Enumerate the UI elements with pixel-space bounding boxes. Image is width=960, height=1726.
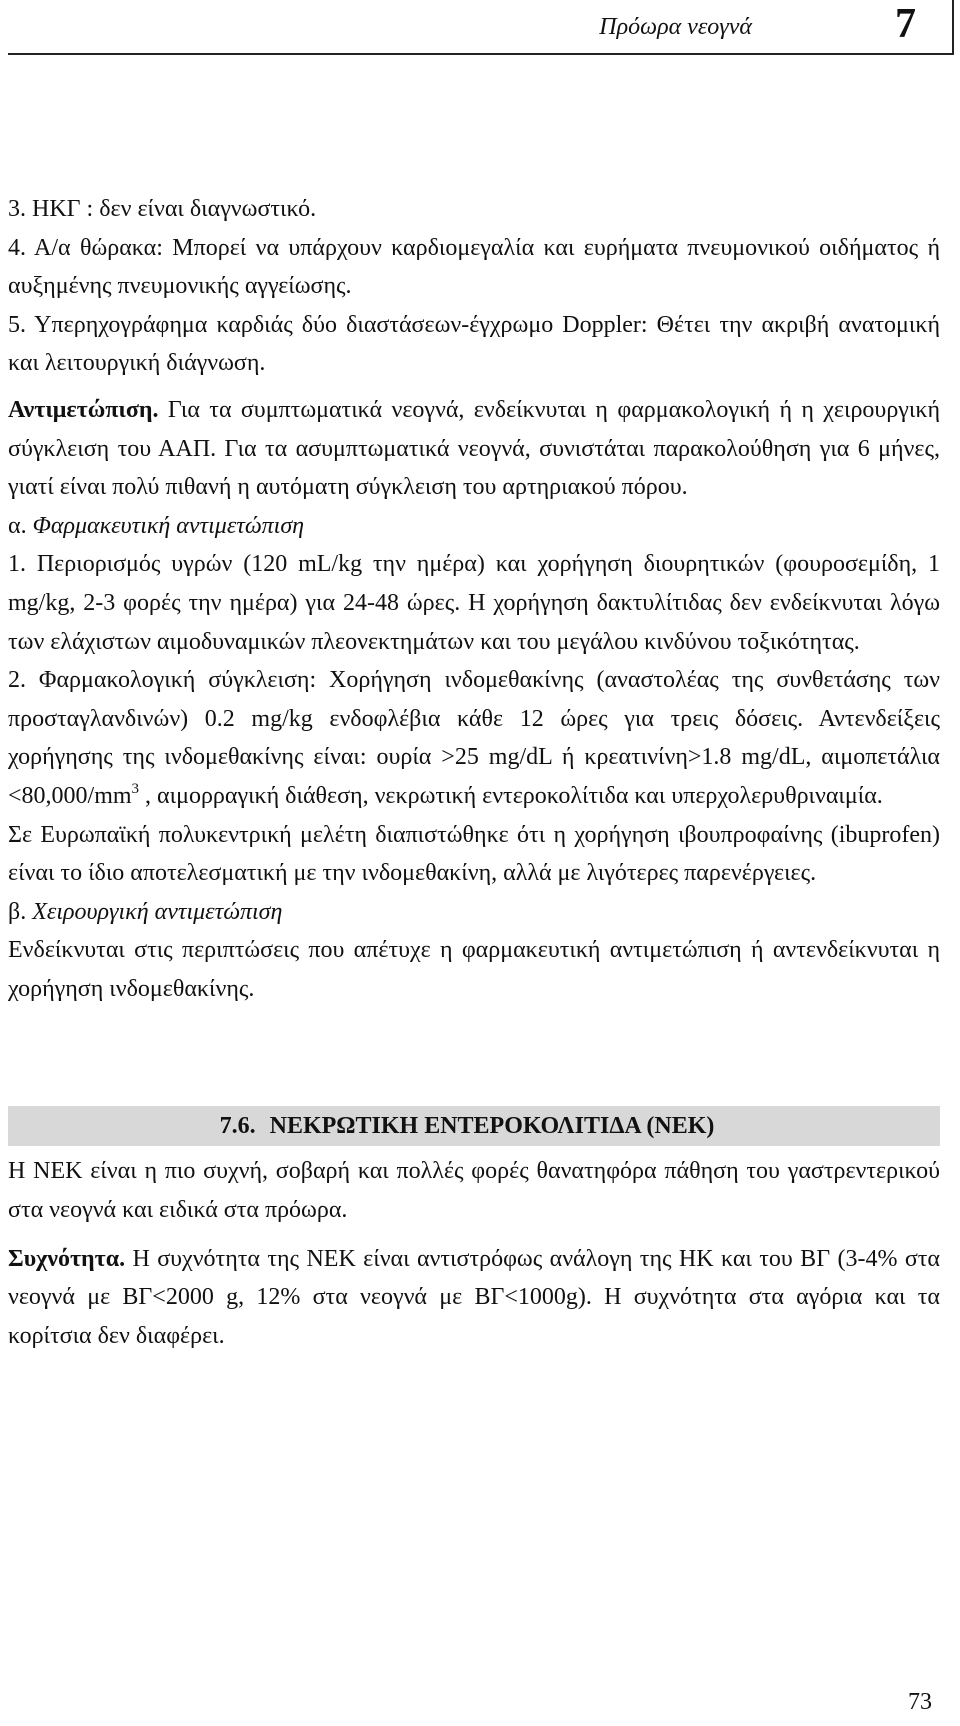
section-number: 7.6.	[219, 1113, 256, 1140]
surgical-label: β. Χειρουργική αντιμετώπιση	[8, 898, 283, 925]
surgical-label-text: Χειρουργική αντιμετώπιση	[32, 898, 283, 925]
paragraph: Η ΝΕΚ είναι η πιο συχνή, σοβαρή και πολλές φορές θανατηφόρα πάθηση του γαστρεντερικού στα νεογνά και ειδικά στα πρόωρα.	[8, 1158, 940, 1224]
frequency-paragraph: Συχνότητα. Η συχνότητα της ΝΕΚ είναι αντιστρόφως ανάλογη της ΗΚ και του ΒΓ (3-4% στα νεογνά με ΒΓ<2000 g, 12% στα νεογνά με ΒΓ<1000g). Η συχνότητα στα αγόρια και τα κορίτσια δεν διαφέρει.	[8, 1245, 940, 1349]
paragraph: 2. Φαρμακολογική σύγκλειση: Χορήγηση ινδομεθακίνης (αναστολέας της συνθετάσης των προσταγλανδινών) 0.2 mg/kg ενδοφλέβια κάθε 12 ώρες για τρεις δόσεις. Αντενδείξεις χορήγησης της ινδομεθακίνης είναι: ουρία >25 mg/dL ή κρεατινίνη>1.8 mg/dL, $\alpha\iota\mu o\pi\varepsilon\tau ά\lambda\iota\alpha <80,000/mm^3$ , αιμορραγική διάθεση, νεκρωτική εντεροκολίτιδα και υπερχολερυθριναιμία.	[8, 667, 940, 809]
chapter-number: 7	[895, 1, 916, 47]
paragraph: 1. Περιορισμός υγρών (120 mL/kg την ημέρα) και χορήγηση διουρητικών (φουροσεμίδη, 1 mg/kg, 2-3 φορές την ημέρα) για 24-48 ώρες. Η χορήγηση δακτυλίτιδας δεν ενδείκνυται λόγω των ελάχιστων αιμοδυναμικών πλεονεκτημάτων και του μεγάλου κινδύνου τοξικότητας.	[8, 551, 940, 655]
section-title: ΝΕΚΡΩΤΙΚΗ ΕΝΤΕΡΟΚΟΛΙΤΙΔΑ (ΝΕΚ)	[269, 1113, 715, 1140]
section-heading	[8, 1106, 940, 1146]
treatment-paragraph	[8, 391, 940, 507]
paragraph: Σε Ευρωπαϊκή πολυκεντρική μελέτη διαπιστώθηκε ότι η χορήγηση ιβουπροφαίνης (ibuprofen) είναι το ίδιο αποτελεσματική με την ινδομεθακίνη, αλλά με λιγότερες παρενέργειες.	[8, 821, 940, 887]
header-vertical-rule	[952, 0, 954, 55]
pharma-label: α. Φαρμακευτική αντιμετώπιση	[8, 512, 305, 539]
header-rule	[8, 53, 954, 55]
treatment-text: Για τα συμπτωματικά νεογνά, ενδείκνυται η φαρμακολογική ή η χειρουργική σύγκλειση του ΑΑΠ. Για τα ασυμπτωματικά νεογνά, συνιστάται παρακολούθηση για 6 μήνες, γιατί είναι πολύ πιθανή η αυτόματη σύγκλειση του αρτηριακού πόρου.	[8, 396, 940, 501]
list-item: 3. ΗΚΓ : δεν είναι διαγνωστικό.	[8, 196, 317, 222]
treatment-heading: Αντιμετώπιση.	[8, 396, 159, 423]
running-title: Πρόωρα νεογνά	[599, 14, 752, 40]
list-item: 4. Α/α θώρακα: Μπορεί να υπάρχουν καρδιομεγαλία και ευρήματα πνευμονικού οιδήματος ή αυξημένης πνευμονικής αγγείωσης.	[8, 234, 940, 300]
frequency-heading: Συχνότητα.	[8, 1245, 126, 1272]
page-number: 73	[908, 1689, 932, 1715]
page-content	[8, 190, 940, 1355]
list-item: 5. Υπερηχογράφημα καρδιάς δύο διαστάσεων-έγχρωμο Doppler: Θέτει την ακριβή ανατομική και λειτουργική διάγνωση.	[8, 311, 941, 377]
running-header	[0, 0, 960, 56]
pharma-label-text: Φαρμακευτική αντιμετώπιση	[32, 512, 305, 539]
superscript: 3	[131, 780, 140, 797]
paragraph: Ενδείκνυται στις περιπτώσεις που απέτυχε η φαρμακευτική αντιμετώπιση ή αντενδείκνυται η χορήγηση ινδομεθακίνης.	[8, 937, 940, 1002]
